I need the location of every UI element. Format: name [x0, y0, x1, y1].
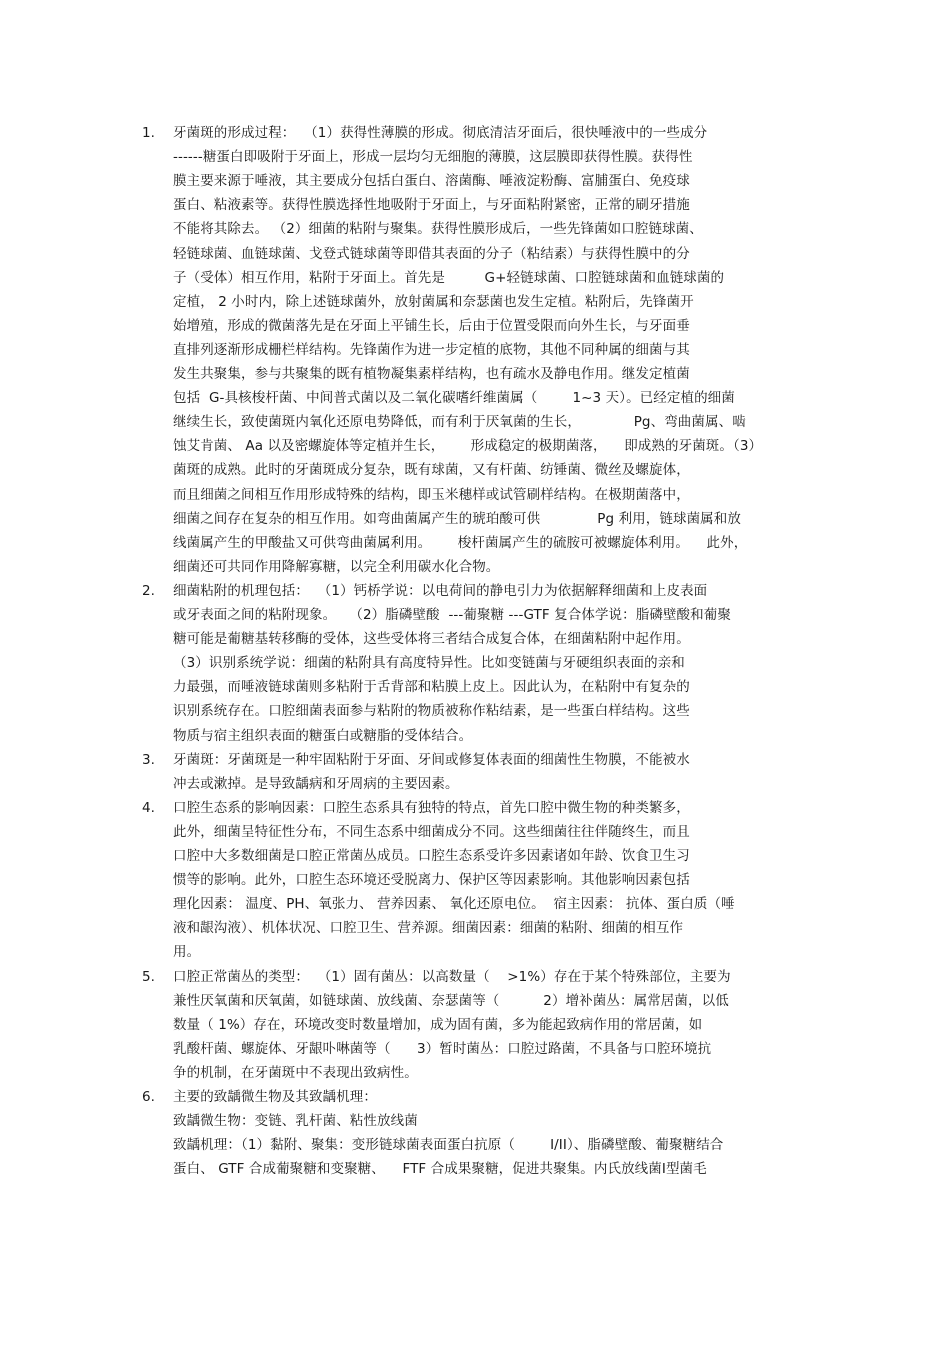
- item-number: 4.: [142, 799, 155, 816]
- paragraph-line: 口腔正常菌丛的类型： （1）固有菌丛：以高数量（ >1%）存在于某个特殊部位，主要为: [173, 968, 731, 985]
- item-number: 6.: [142, 1089, 155, 1105]
- paragraph-line: 子（受体）相互作用，粘附于牙面上。首先是 G+轻链球菌、口腔链球菌和血链球菌的: [173, 269, 725, 286]
- paragraph-line: 菌斑的成熟。此时的牙菌斑成分复杂，既有球菌，又有杆菌、纺锤菌、微丝及螺旋体，: [173, 462, 690, 479]
- paragraph-line: 主要的致龋微生物及其致龋机理：: [173, 1089, 377, 1105]
- paragraph-line: 直排列逐渐形成栅栏样结构。先锋菌作为进一步定植的底物，其他不同种属的细菌与其: [173, 341, 690, 358]
- paragraph-line: 致龋机理：（1）黏附、聚集：变形链球菌表面蛋白抗原（ I/II）、脂磷壁酸、葡聚糖结合: [173, 1137, 724, 1154]
- paragraph-line: 乳酸杆菌、螺旋体、牙龈卟啉菌等（ 3）暂时菌丛：口腔过路菌，不具备与口腔环境抗: [173, 1040, 712, 1057]
- paragraph-line: 用。: [173, 944, 201, 961]
- paragraph-line: 兼性厌氧菌和厌氧菌，如链球菌、放线菌、奈瑟菌等（ 2）增补菌丛：属常居菌，以低: [173, 992, 729, 1009]
- paragraph-line: 理化因素： 温度、PH、氧张力、 营养因素、 氧化还原电位。 宿主因素： 抗体、蛋白质（唾: [173, 896, 735, 913]
- paragraph-line: 此外，细菌呈特征性分布，不同生态系中细菌成分不同。这些细菌往往伴随终生，而且: [173, 823, 690, 840]
- paragraph-line: 物质与宿主组织表面的糖蛋白或糖脂的受体结合。: [173, 727, 473, 744]
- paragraph-line: 蛋白、 GTF 合成葡聚糖和变聚糖、 FTF 合成果聚糖，促进共聚集。内氏放线菌Ⅰ型菌毛: [173, 1161, 707, 1178]
- paragraph-line: 或牙表面之间的粘附现象。 （2）脂磷壁酸 ---葡聚糖 ---GTF 复合体学说：脂磷壁酸和葡聚: [173, 607, 731, 623]
- paragraph-line: 口腔中大多数细菌是口腔正常菌丛成员。口腔生态系受许多因素诸如年龄、饮食卫生习: [173, 848, 690, 864]
- paragraph-line: 糖可能是葡糖基转移酶的受体，这些受体将三者结合成复合体，在细菌粘附中起作用。: [173, 631, 690, 648]
- paragraph-line: 冲去或漱掉。是导致龋病和牙周病的主要因素。: [173, 775, 459, 792]
- paragraph-line: 发生共聚集，参与共聚集的既有植物凝集素样结构，也有疏水及静电作用。继发定植菌: [173, 366, 690, 382]
- paragraph-line: 不能将其除去。 （2）细菌的粘附与聚集。获得性膜形成后，一些先锋菌如口腔链球菌、: [173, 221, 703, 238]
- item-number: 3.: [142, 751, 155, 768]
- item-number: 2.: [142, 582, 155, 599]
- paragraph-line: 蚀艾肯菌、 Aa 以及密螺旋体等定植并生长， 形成稳定的极期菌落， 即成熟的牙菌斑。（3）: [173, 438, 763, 455]
- paragraph-line: 膜主要来源于唾液，其主要成分包括白蛋白、溶菌酶、唾液淀粉酶、富脯蛋白、免疫球: [173, 173, 690, 190]
- paragraph-line: 识别系统存在。口腔细菌表面参与粘附的物质被称作粘结素，是一些蛋白样结构。这些: [173, 703, 690, 720]
- paragraph-line: 细菌粘附的机理包括： （1）钙桥学说：以电荷间的静电引力为依据解释细菌和上皮表面: [173, 582, 708, 599]
- paragraph-line: 液和龈沟液）、机体状况、口腔卫生、营养源。细菌因素：细菌的粘附、细菌的相互作: [173, 920, 684, 937]
- paragraph-line: 线菌属产生的甲酸盐又可供弯曲菌属利用。 梭杆菌属产生的硫胺可被螺旋体利用。 此外，: [173, 534, 748, 551]
- paragraph-line: ------糖蛋白即吸附于牙面上，形成一层均匀无细胞的薄膜，这层膜即获得性膜。获得性: [173, 149, 693, 166]
- paragraph-line: 始增殖，形成的微菌落先是在牙面上平铺生长，后由于位置受限而向外生长，与牙面垂: [173, 317, 690, 334]
- paragraph-line: 致龋微生物：变链、乳杆菌、粘性放线菌: [173, 1113, 418, 1130]
- paragraph-line: 细菌还可共同作用降解寡糖，以完全利用碳水化合物。: [173, 558, 500, 575]
- item-number: 1.: [142, 125, 155, 141]
- paragraph-line: （3）识别系统学说：细菌的粘附具有高度特异性。比如变链菌与牙硬组织表面的亲和: [173, 655, 685, 672]
- paragraph-line: 牙菌斑的形成过程： （1）获得性薄膜的形成。彻底清洁牙面后，很快唾液中的一些成分: [173, 125, 708, 141]
- paragraph-line: 口腔生态系的影响因素：口腔生态系具有独特的特点，首先口腔中微生物的种类繁多，: [173, 799, 690, 816]
- item-number: 5.: [142, 968, 155, 985]
- paragraph-line: 细菌之间存在复杂的相互作用。如弯曲菌属产生的琥珀酸可供 Pg 利用，链球菌属和放: [173, 510, 741, 527]
- paragraph-line: 而且细菌之间相互作用形成特殊的结构，即玉米穗样或试管刷样结构。在极期菌落中，: [173, 486, 690, 503]
- paragraph-line: 惯等的影响。此外，口腔生态环境还受脱离力、保护区等因素影响。其他影响因素包括: [173, 872, 690, 889]
- paragraph-line: 蛋白、粘液素等。获得性膜选择性地吸附于牙面上，与牙面粘附紧密，正常的刷牙措施: [173, 197, 690, 214]
- paragraph-line: 牙菌斑：牙菌斑是一种牢固粘附于牙面、牙间或修复体表面的细菌性生物膜，不能被水: [173, 751, 690, 768]
- paragraph-line: 包括 G-具核梭杆菌、中间普式菌以及二氧化碳嗜纤维菌属（ 1~3 天）。已经定植的细菌: [173, 390, 735, 407]
- paragraph-line: 继续生长，致使菌斑内氧化还原电势降低，而有利于厌氧菌的生长， Pg、弯曲菌属、啮: [173, 414, 746, 431]
- paragraph-line: 数量（ 1%）存在，环境改变时数量增加，成为固有菌，多为能起致病作用的常居菌，如: [173, 1016, 703, 1033]
- paragraph-line: 轻链球菌、血链球菌、戈登式链球菌等即借其表面的分子（粘结素）与获得性膜中的分: [173, 245, 690, 262]
- paragraph-line: 争的机制，在牙菌斑中不表现出致病性。: [173, 1064, 418, 1081]
- paragraph-line: 力最强，而唾液链球菌则多粘附于舌背部和粘膜上皮上。因此认为，在粘附中有复杂的: [173, 679, 690, 696]
- paragraph-line: 定植， 2 小时内，除上述链球菌外，放射菌属和奈瑟菌也发生定植。粘附后，先锋菌开: [173, 293, 694, 310]
